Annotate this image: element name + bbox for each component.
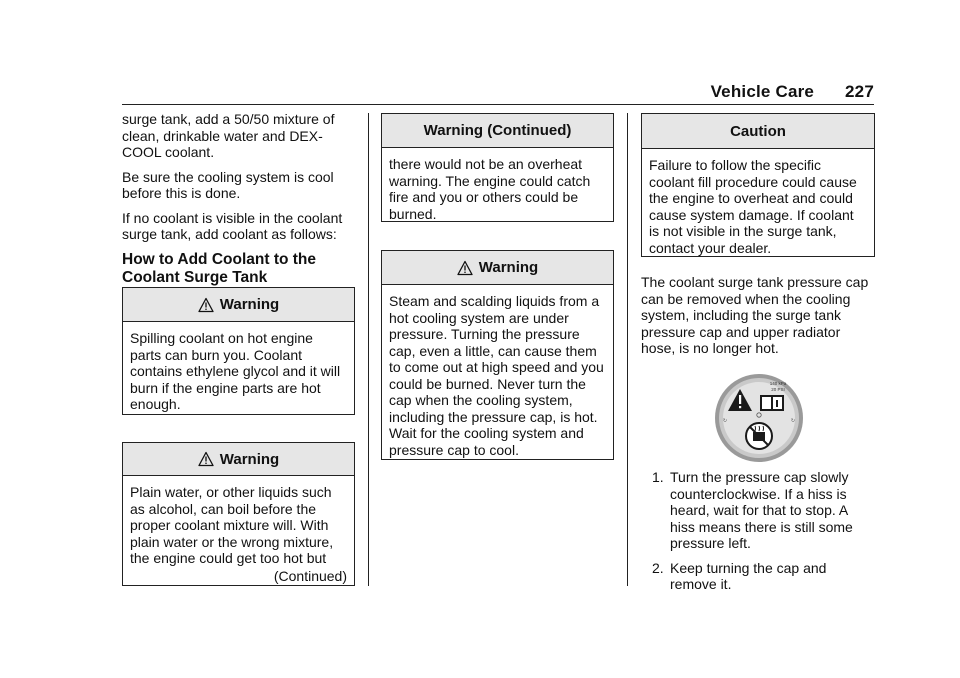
warning-title: Warning	[219, 296, 280, 313]
warning-header	[123, 288, 354, 322]
warning-header	[382, 114, 613, 148]
caution-title: Caution	[730, 122, 786, 140]
warning-text: there would not be an overheat warning. The engine could catch fire and you or others could be burned.	[389, 156, 591, 222]
column-divider-1	[368, 113, 369, 586]
step-text: Keep turning the cap and remove it.	[670, 559, 827, 592]
owners-manual-icon	[760, 395, 784, 411]
pressure-cap-illustration	[712, 373, 806, 463]
section-heading: How to Add Coolant to the Coolant Surge Tank	[122, 250, 316, 286]
paragraph: surge tank, add a 50/50 mixture of clean, drinkable water and DEX-COOL coolant.	[122, 111, 335, 160]
warning-text: Steam and scalding liquids from a hot cooling system are under pressure. Turning the pressure cap, even a little, can cause them to come out at high speed and you could be burned. Never turn the cap when the cooling system, including the pressure cap, is hot. Wait for the cooling system and pressure cap to cool.	[389, 293, 604, 458]
continued-label: (Continued)	[273, 567, 347, 584]
warning-title: Warning	[478, 259, 539, 276]
page-number: 227	[845, 82, 874, 101]
warning-title: Warning	[219, 450, 280, 468]
cap-arrow-left: ↻	[722, 418, 728, 424]
cap-pressure-psi: 20 PSI	[771, 387, 785, 392]
do-not-open-hot-icon	[746, 423, 772, 449]
list-item	[641, 560, 875, 593]
paragraph: If no coolant is visible in the coolant surge tank, add coolant as follows:	[122, 209, 343, 242]
warning-box-coolant	[122, 287, 355, 415]
column-3-text	[641, 274, 875, 365]
cap-arrow-right: ↻	[790, 418, 796, 424]
steps-list	[641, 469, 875, 601]
warning-triangle-icon	[198, 297, 214, 313]
caution-header	[642, 114, 874, 149]
column-divider-2	[627, 113, 628, 586]
section-title: Vehicle Care	[710, 82, 815, 101]
warning-text: Plain water, or other liquids such as alcohol, can boil before the proper coolant mixture will. With plain water or the wrong mixture, the engine could get too hot but	[130, 484, 334, 566]
caution-text: Failure to follow the specific coolant fill procedure could cause the engine to overheat and could cause system damage. If coolant is not visible in the surge tank, contact your dealer.	[649, 157, 857, 256]
warning-text-container	[123, 476, 354, 586]
step-number: 2.	[652, 559, 664, 576]
warning-triangle-icon	[198, 451, 214, 467]
step-number: 1.	[652, 469, 664, 485]
warning-box-plain-water	[122, 442, 355, 586]
caution-box	[641, 113, 875, 257]
paragraph: Be sure the cooling system is cool before this is done.	[122, 168, 334, 201]
warning-title: Warning (Continued)	[423, 122, 572, 139]
warning-header	[123, 443, 354, 476]
column-1	[122, 111, 354, 287]
paragraph: The coolant surge tank pressure cap can be removed when the cooling system, including the surge tank pressure cap and upper radiator hose, is no longer hot.	[641, 274, 869, 356]
cap-pressure-kpa: 140 kPa	[769, 381, 787, 386]
warning-continued-box	[381, 113, 614, 222]
warning-triangle-icon	[457, 260, 473, 276]
list-item	[641, 469, 875, 552]
warning-header	[382, 251, 613, 285]
warning-text: Spilling coolant on hot engine parts can burn you. Coolant contains ethylene glycol and it will burn if the engine parts are hot enough.	[130, 330, 341, 412]
header-rule	[122, 104, 874, 105]
warning-box-steam	[381, 250, 614, 460]
step-text: Turn the pressure cap slowly counterclockwise. If a hiss is heard, wait for that to stop. A hiss means there is still some pressure left.	[670, 469, 853, 551]
page-header	[711, 82, 874, 102]
